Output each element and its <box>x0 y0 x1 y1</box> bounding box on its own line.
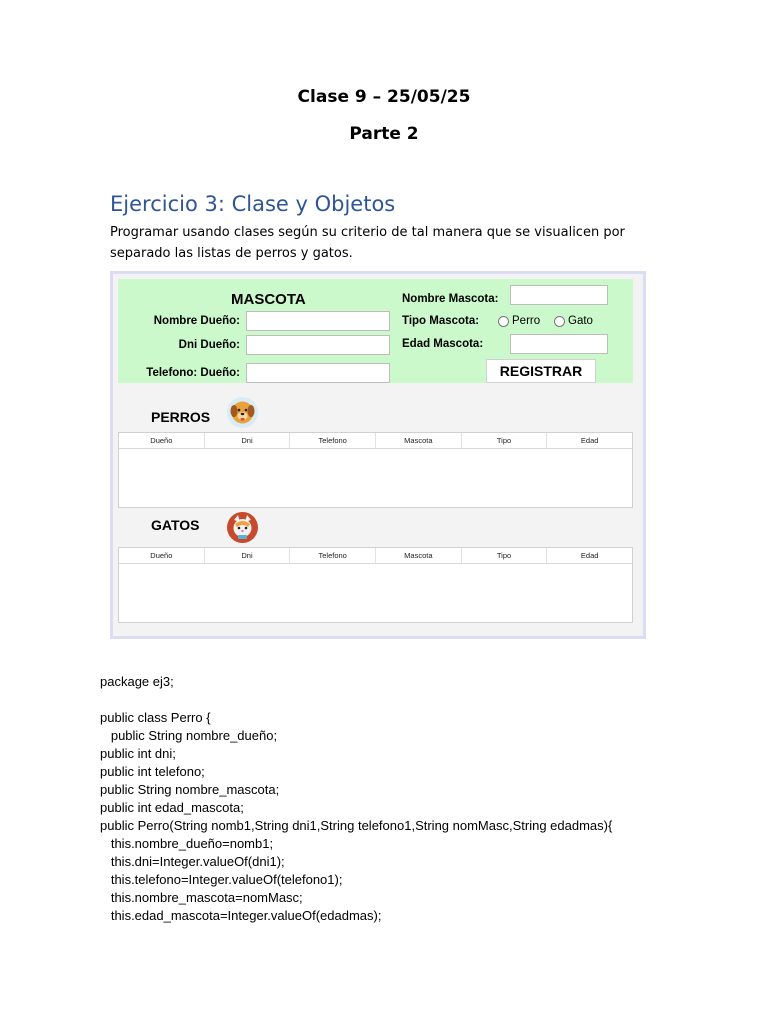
column-dni[interactable]: Dni <box>205 433 291 448</box>
exercise-title: Ejercicio 3: Clase y Objetos <box>110 192 396 216</box>
registration-panel <box>118 279 633 383</box>
pet-age-input[interactable] <box>510 334 608 354</box>
code-line: this.nombre_dueño=nomb1; <box>100 836 274 851</box>
owner-dni-label: Dni Dueño: <box>178 339 240 351</box>
owner-name-label: Nombre Dueño: <box>153 315 240 327</box>
dog-icon <box>227 397 258 428</box>
pet-type-dog-label: Perro <box>512 315 541 327</box>
dogs-table <box>118 432 633 508</box>
register-button[interactable]: REGISTRAR <box>486 359 596 383</box>
pet-type-cat-radio[interactable] <box>554 315 593 327</box>
column-type[interactable]: Tipo <box>462 433 548 448</box>
code-line: public Perro(String nomb1,String dni1,String telefono1,String nomMasc,String edadmas){ <box>100 818 613 833</box>
form-screenshot <box>110 271 646 639</box>
cats-section-title: GATOS <box>151 517 200 533</box>
pet-type-cat-label: Gato <box>568 315 593 327</box>
code-line: package ej3; <box>100 674 174 689</box>
code-line: this.edad_mascota=Integer.valueOf(edadmas); <box>100 908 382 923</box>
column-owner[interactable]: Dueño <box>119 548 205 563</box>
code-line: public String nombre_dueño; <box>100 728 278 743</box>
pet-type-label: Tipo Mascota: <box>402 315 480 327</box>
dogs-section-title: PERROS <box>151 409 211 425</box>
column-type[interactable]: Tipo <box>462 548 548 563</box>
code-line: public int telefono; <box>100 764 205 779</box>
exercise-description: Programar usando clases según su criterio de tal manera que se visualicen por separado las listas de perros y gatos. <box>110 225 625 261</box>
owner-phone-label: Telefono: Dueño: <box>146 367 240 379</box>
column-pet[interactable]: Mascota <box>376 548 462 563</box>
pet-name-label: Nombre Mascota: <box>402 293 499 305</box>
column-age[interactable]: Edad <box>580 551 599 560</box>
panel-title: MASCOTA <box>231 291 306 308</box>
radio-circle-icon[interactable] <box>554 316 565 327</box>
code-line: this.nombre_mascota=nomMasc; <box>100 890 303 905</box>
page-subtitle: Parte 2 <box>349 124 419 144</box>
owner-name-input[interactable] <box>246 311 390 331</box>
code-line: public class Perro { <box>100 710 211 725</box>
code-line: public String nombre_mascota; <box>100 782 280 797</box>
code-line: this.telefono=Integer.valueOf(telefono1); <box>100 872 343 887</box>
code-listing <box>100 673 612 925</box>
code-line: this.dni=Integer.valueOf(dni1); <box>100 854 285 869</box>
cats-table <box>118 547 633 623</box>
owner-dni-input[interactable] <box>246 335 390 355</box>
page-title: Clase 9 – 25/05/25 <box>297 87 471 107</box>
column-owner[interactable]: Dueño <box>119 433 205 448</box>
owner-phone-input[interactable] <box>246 363 390 383</box>
code-line: public int edad_mascota; <box>100 800 244 815</box>
code-line: public int dni; <box>100 746 176 761</box>
column-phone[interactable]: Telefono <box>290 433 376 448</box>
code-line <box>100 691 612 709</box>
cats-table-header <box>119 548 632 564</box>
column-dni[interactable]: Dni <box>205 548 291 563</box>
pet-age-label: Edad Mascota: <box>402 338 484 350</box>
column-pet[interactable]: Mascota <box>376 433 462 448</box>
column-phone[interactable]: Telefono <box>290 548 376 563</box>
pet-name-input[interactable] <box>510 285 608 305</box>
column-age[interactable]: Edad <box>580 436 599 445</box>
cat-icon <box>227 512 258 543</box>
pet-type-dog-radio[interactable] <box>498 315 540 327</box>
dogs-table-header <box>119 433 632 449</box>
radio-circle-icon[interactable] <box>498 316 509 327</box>
